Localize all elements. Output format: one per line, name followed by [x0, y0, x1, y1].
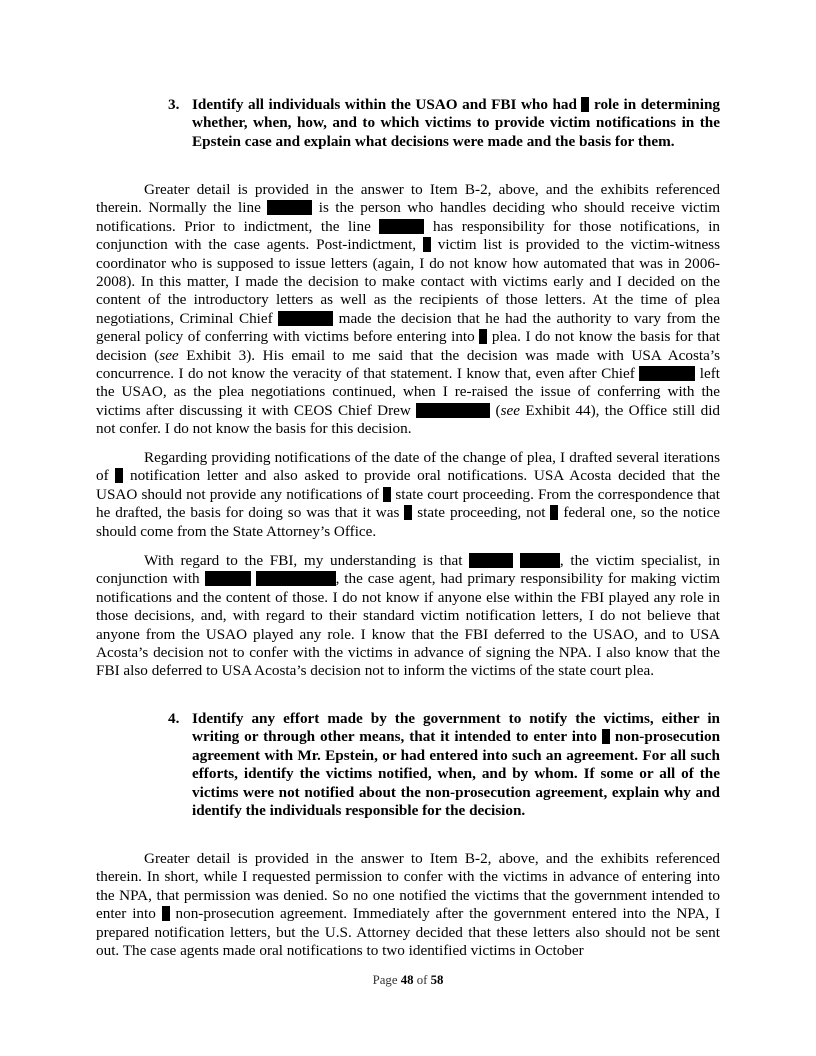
footer-label: Page: [372, 973, 401, 987]
page-footer: [0, 973, 816, 988]
paragraph: [96, 850, 720, 960]
question-text: Identify all individuals within the USAO and FBI who had: [192, 96, 577, 113]
text: With regard to the FBI, my understanding is that: [144, 552, 463, 569]
redaction-block: [423, 237, 431, 252]
redaction-block: [639, 366, 695, 381]
redaction-block: [278, 311, 333, 326]
paragraph: [96, 552, 720, 681]
redaction-block: [205, 571, 251, 586]
text: made the decision that he had the authority to vary from the general policy of conferring with victims before entering into: [96, 309, 721, 346]
redaction-block: [550, 505, 558, 520]
text: plea. I do not know the basis for that decision (: [96, 328, 721, 364]
paragraph: [96, 449, 720, 541]
text: state proceeding, not: [417, 504, 546, 522]
question-number: 3.: [168, 96, 180, 113]
text: Exhibit 44), the Office still did not confer. I do not know the basis for this decision.: [96, 401, 721, 438]
question-4: [168, 710, 721, 820]
text: is the person who handles deciding who should receive victim notifications. Prior to indictment, the line: [96, 199, 721, 235]
question-3: [168, 96, 720, 151]
question-text: non-prosecution agreement with Mr. Epstein, or had entered into such an agreement. For all such efforts, identify the victims notified, when, and by whom. If some or all of the victims were not notified about the non-prosecution agreement, explain why and identify the individuals responsible for the decision.: [192, 728, 721, 820]
footer-of: of: [413, 973, 431, 987]
text: (: [490, 401, 501, 419]
question-text: Identify any effort made by the government to notify the victims, either in writing or through other means, that it intended to enter into: [192, 710, 720, 746]
redaction-block: [404, 505, 412, 520]
redaction-block: [479, 329, 487, 344]
text: notification letter and also asked to provide oral notifications. USA Acosta decided that the USAO should not provide any notifications of: [96, 467, 721, 503]
text: Exhibit 3). His email to me said that the decision was made with USA Acosta’s concurrence. I do not know the veracity of that statement. I know that, even after Chief: [96, 346, 720, 383]
text: Greater detail is provided in the answer to Item B-2, above, and the exhibits referenced therein. In short, while I requested permission to confer with the victims in advance of entering into the NPA, that permission was denied. So no one notified the victims that the government intended to enter into: [96, 850, 720, 923]
paragraph: [96, 181, 720, 439]
redaction-block: [383, 487, 391, 502]
text: non-prosecution agreement. Immediately after the government entered into the NPA, I prepared notification letters, but the U.S. Attorney decided that these letters also should not be sent out. The case agents made oral notifications to two identified victims in October: [96, 905, 721, 960]
text: , the case agent, had primary responsibility for making victim notifications and the content of those. I do not know if anyone else within the FBI played any role in those decisions, and, with regard to their standard victim notification letters, I do not believe that anyone from the USAO played any role. I know that the FBI deferred to the USAO, and to USA Acosta’s decision not to confer with the victims in advance of signing the NPA. I also know that the FBI also deferred to USA Acosta’s decision not to inform the victims of the state court plea.: [96, 570, 721, 680]
text: Regarding providing notifications of the date of the change of plea, I drafted several iterations of: [96, 449, 720, 485]
italic-see: see: [500, 401, 521, 419]
redaction-block: [115, 468, 123, 483]
text: federal one, so the notice should come from the State Attorney’s Office.: [96, 504, 721, 540]
redaction-block: [162, 906, 170, 921]
text: , the victim specialist, in conjunction with: [96, 552, 721, 588]
redaction-block: [256, 571, 336, 586]
question-text: role in determining whether, when, how, and to which victims to provide victim notifications in the Epstein case and explain what decisions were made and the basis for them.: [192, 96, 720, 150]
text: state court proceeding. From the correspondence that he drafted, the basis for doing so was that it was: [96, 485, 721, 522]
question-number: 4.: [168, 710, 180, 727]
text: Greater detail is provided in the answer to Item B-2, above, and the exhibits referenced therein. Normally the line: [96, 181, 720, 217]
redaction-block: [379, 219, 424, 234]
redaction-block: [520, 553, 560, 568]
text: has responsibility for those notifications, in conjunction with the case agents. Post-indictment,: [96, 217, 721, 254]
italic-see: see: [159, 346, 179, 364]
text: left the USAO, as the plea negotiations continued, when I re-raised the issue of conferring with the victims after discussing it with CEOS Chief Drew: [96, 365, 721, 419]
text: victim list is provided to the victim-witness coordinator who is supposed to issue letters (again, I do not know how automated that was in 2006-2008). In this matter, I made the decision to make contact with victims early and I decided on the content of the introductory letters as well as the recipients of those letters. At the time of plea negotiations, Criminal Chief: [96, 236, 721, 327]
redaction-block: [602, 729, 610, 744]
redaction-block: [416, 403, 490, 418]
redaction-block: [267, 200, 312, 215]
current-page-number: 48: [400, 973, 414, 987]
total-page-count: 58: [430, 973, 444, 987]
redaction-block: [581, 97, 589, 112]
redaction-block: [469, 553, 513, 568]
